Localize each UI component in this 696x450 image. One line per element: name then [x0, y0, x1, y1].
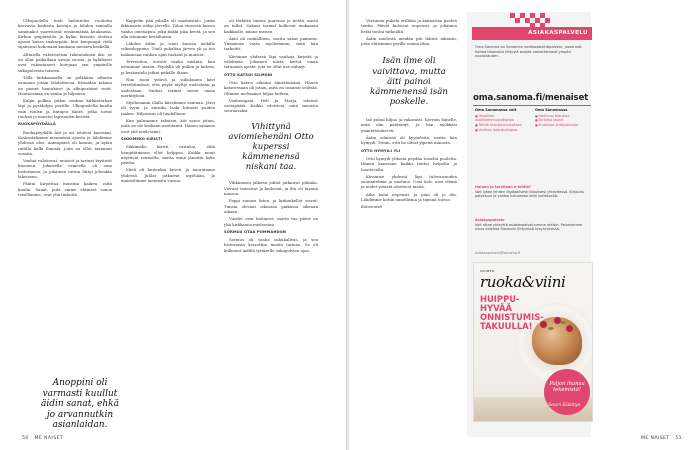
- paragraph: Aika kului nopeasti, ja pian oli jo ilta. Lähdimme kotiin onnellisina ja täynnä toivoa.: [361, 191, 457, 203]
- ad-badge: [544, 369, 590, 415]
- paragraph: Kävimme yhdessä läpi vanhoja kirjeitä ja valokuvia. Jokainen niistä kertoi oman tarinansa ajasta, jota en ollut itse nähnyt.: [224, 53, 318, 70]
- subheading: SIKKIMEKO KIRISTI: [121, 136, 163, 141]
- ad-signature: Souri Käsitys: [548, 403, 581, 408]
- paragraph: Sormus oli vanha sukukalleus, ja sen historiasta kerrottiin monta tarinaa. Se oli kulkenut äidiltä tyttärelle sukupolvien ajan.: [224, 237, 318, 253]
- paragraph: Ruokapöydällä Äiti ja isä istuivat kanssani. Keskustelimme menneistä ajoista ja lähdimme yhdessä ulos. Aamupäivä oli kaunis, ja kylän raitilla kulki ihmisiä, joita en ollut tavannut vuosiin.: [18, 129, 112, 156]
- service-list-heading: Oma Sanomassa voit: [475, 108, 517, 112]
- subheading: RUOKAPÖYDÄLLÄ: [18, 122, 56, 127]
- info-block-1: [475, 185, 589, 199]
- paragraph: Ulkopuolella tuuli heiluttelee ruokotta kasvavia korkeita koivuja ja lahden rannalla sammakot suorittavat ensimmäisiä kuukausia. Kirkon ympäristön ja kylän historia ulottuu ajassa kauas taaksepäin, kun kaupungit vielä sijaitsivat kokonaan kaukana metsien keskellä.: [18, 18, 112, 50]
- paragraph: Kun palasimme takaisin, äiti sanoi jotain, mitä en ole koskaan unohtanut. Hänen sanansa ovat yhä mielessäni.: [121, 118, 215, 134]
- service-item[interactable]: ■ Muokkaa yhteystietoja: [535, 123, 593, 128]
- subheading: OTTO HYMYILI YLI: [361, 148, 401, 153]
- paragraph: Kävimme yhdessä läpi tulevaisuuden suunnitelmia ja unelmia. Uusi koti, uusi elämä ja uudet ystävät odottivat meitä.: [361, 173, 457, 190]
- page-folio: [641, 436, 686, 441]
- paragraph: Kappelin pää pihalla oli maalaistalo, jonka ikkunoista näkyi järvelle. Talon vieressä kasvoi vanha omenapuu, joka kukki joka kevät, ja sen alla istuimme kesäiltaisin.: [121, 18, 215, 39]
- paragraph: Vanhempani, Heli ja Marja, istuivat vastapäätä. Kaikki odottivat, mitä sanoisin seuraavaksi.: [224, 97, 318, 114]
- ad-brand-logo: ruoka&viini: [480, 273, 566, 291]
- magazine-title: ME NAISET: [34, 436, 64, 441]
- info-block-2: [475, 218, 589, 232]
- byline: Kolumnisti: [361, 204, 383, 210]
- info-heading: Asiakaspalvelu: [475, 218, 505, 222]
- paragraph: Sikkimeko kiristi vartaloa, eikä hengittäminen ollut helppoa. Kaikki muut näyttivät rennoilta, mutta minä jännitin koko päivän.: [121, 144, 215, 166]
- info-heading: Haluan ja tarvitsen e-lehtiä?: [475, 185, 532, 189]
- page-folio: [18, 436, 63, 441]
- service-intro: Oma Sanoma on Sanoman verkkoasiointipalvelu, jossa voit hoitaa tilauksiisi liittyviä asioita vaivattomasti ympäri vuorokauden.: [475, 45, 582, 59]
- pull-quote: Isän ilme oli vaivittava, mutta äiti painoi kämmenensä isän poskelle.: [370, 56, 448, 108]
- service-url[interactable]: oma.sanoma.fi/menaiset: [473, 93, 588, 103]
- paragraph: Kuljin polkua pitkin vanhan kirkkotarhan läpi ja pysähdyin portille. Ulkopuolella kuulin vain tuulen ja lintujen äänet, jotka toivat rauhan ja muistot lapsuuden kesistä.: [18, 98, 112, 120]
- page-number: 51: [675, 436, 682, 441]
- ad-badge-text: Paljon ihanaa tekemistä!: [549, 381, 585, 393]
- paragraph: Tervetuloa, toivotti vanha emäntä, kun astuimme sisään. Pöydällä oli pullaa ja kahvia, ja keskustelu jatkui pitkälle iltaan.: [121, 59, 215, 75]
- right-column-1: [361, 18, 457, 212]
- left-page: [0, 0, 347, 450]
- service-item[interactable]: ■ Hallinnoi tilauksia: [535, 114, 593, 119]
- paragraph: Otto katsoi silmiini äänettömänä. Hänen katseessaan oli jotain, mitä en osannut selittää. Olimme molemmat hiljaa hetken.: [224, 79, 318, 96]
- divider: [473, 105, 591, 106]
- pull-quote: Vihittynä aviomiehenäni Otto kuperssi kämmenensä niskani taa.: [228, 121, 314, 173]
- paragraph: Verisinen puhelu erillään ja kannattaa puolen tuntia. Päivät kuluivat nopeasti, ja jokainen hetki tuntui tärkeältä.: [361, 18, 457, 34]
- pull-quote: Anoppini oli varmasti kuullut äidin sanat, ehkä jo arvannutkin asianlaidan.: [41, 378, 119, 431]
- paragraph: Pappi siunasi liiton, ja kirkonkellot soivat. Tunsin olevani oikeassa paikassa oikeaan aikaan.: [224, 198, 318, 214]
- section-banner: ASIAKASPALVELU: [472, 27, 592, 40]
- left-column-2: [121, 18, 215, 185]
- paragraph: Vihkimisen jälkeen juhlat jatkuivat pitkään. Vieraat tanssivat ja lauloivat, ja ilta oli täynnä naurua.: [224, 180, 318, 197]
- ad-brand-prefix: SUOMEN: [480, 269, 495, 273]
- paragraph: Myöhemmin illalla kävelimme rantaan. Järvi oli tyyni, ja aurinko laski hitaasti puiden taakse. Hiljaisuus oli täydellinen.: [121, 100, 215, 116]
- service-list-heading: Oma Sanomassa: [535, 108, 568, 112]
- paragraph: Vuodet ovat kuluneet, mutta tuo päivä on yhä kirkkaana mielessäni.: [224, 216, 318, 227]
- paragraph: Otto hymyili ylitseni pöydän toiselta puolelta. Hänen kanssaan kaikki tuntui helpolta ja luontevalta.: [361, 155, 457, 172]
- pixel-decoration: [510, 13, 552, 28]
- magazine-title: ME NAISET: [640, 436, 670, 441]
- leaf-decoration: [560, 321, 566, 324]
- service-item[interactable]: ■ Ilmoittaa osoitteenmuutoksesta: [475, 114, 533, 123]
- paragraph: Isä puhui hiljaa ja vakavasti. Kerroin hänelle, mitä olin päättänyt, ja hän nyökkäsi ymmärtäväisesti.: [361, 117, 457, 133]
- magazine-ad[interactable]: [473, 262, 593, 422]
- paragraph: oli tärkeää tuntea juurensa ja tietää, mistä on tullut. Sukuni tarinat kulkevat mukanani kaikkialle, minne menen.: [224, 18, 318, 34]
- paragraph: Ääni oli rauhallinen, mutta sanat painavia. Ymmärsin vasta myöhemmin, mitä hän tarkoitti.: [224, 35, 318, 52]
- paragraph: Alttarilla vahvistettiin rakennuksen ikä: se on ollut paikallaan satoja vuosia, ja kyläläiset ovat rakentaneet kotejaan sen ympärille sukupolvesta toiseen.: [18, 51, 112, 73]
- paragraph: Niin moni ystävä ja sukulainen kävi tervehtimässä, että pöytä täyttyi uudestaan ja uudestaan. Vanhat tarinat saivat uusia merkityksiä.: [121, 76, 215, 98]
- paragraph: Mieli oli kuitenkin keveä, ja nauroimme yhdessä. Juhlat jatkuivat myöhään, ja muistelimme menneitä vuosia.: [121, 167, 215, 184]
- info-text: Voit lukea lehden digitaalisesti tilauksesi yhteydessä. Kirjaudu palveluun ja valitse haluamasi lehti luettavaksi.: [475, 189, 584, 199]
- left-column-1: [18, 18, 112, 199]
- service-item[interactable]: ■ Tehdä tilapäismuutoksen: [475, 123, 533, 128]
- ad-headline: HUIPPU-HYVÄÄ ONNISTUMIS-TAKUULLA!: [480, 294, 544, 331]
- service-list-1: [475, 108, 533, 133]
- left-column-3: [224, 18, 318, 255]
- paragraph: Tällä kirkkomaalla on pelkkään alttarin suunnan jotain lohduttavaa. Kiviaidan takana on pienet hautakivet ja alkuperäiset ristit. Hautausmaa on vanha ja hiljainen.: [18, 74, 112, 96]
- contact-email[interactable]: asiakaspalvelu@sanoma.fi: [475, 251, 521, 255]
- paragraph: Päätin kirjoittaa muistiin kaiken, mitä kuulin. Sanat, joita emme ehtineet sanoa toisillemme, ovat yhä tärkeitä.: [18, 181, 112, 197]
- info-text: Voit ottaa yhteyttä asiakaspalveluumme arkisin. Palvelemme sinua kaikissa tilauksiin liittyvissä kysymyksissä.: [475, 222, 583, 232]
- subheading: OTTO KATSOI SILMIINI: [224, 72, 273, 77]
- leaf-decoration: [548, 327, 554, 330]
- paragraph: Äidin silmissä oli kyyneleitä, mutta hän hymyili. Tiesin, että he olivat ylpeitä minusta.: [361, 135, 457, 146]
- paragraph: Lähden äitini ja isäni kanssa mökille viikonloppuna. Tuuli puhaltaa järven yli ja tuo mukanaan vanhan ajan tuoksut ja muistot.: [121, 41, 215, 57]
- paragraph: Äidin mielestä meidän piti lähteä aikaisin, jotta ehtisimme perille ennen iltaa.: [361, 35, 457, 47]
- page-number: 50: [22, 436, 29, 441]
- berry-decoration: [566, 325, 573, 332]
- subheading: SORMUS OTAA POMMAHDON: [224, 229, 287, 234]
- paragraph: Vanhat valokuvat, muistot ja tarinat täyttivät huoneen. Jokaisella esineellä oli oma historiansa, ja jokainen tarina liittyi johonkin läheiseen.: [18, 158, 112, 180]
- service-list-2: [535, 108, 593, 128]
- service-item[interactable]: ■ Vaihtaa laskutustapaa: [475, 128, 533, 133]
- service-item[interactable]: ■ Tarkista laskut: [535, 118, 593, 123]
